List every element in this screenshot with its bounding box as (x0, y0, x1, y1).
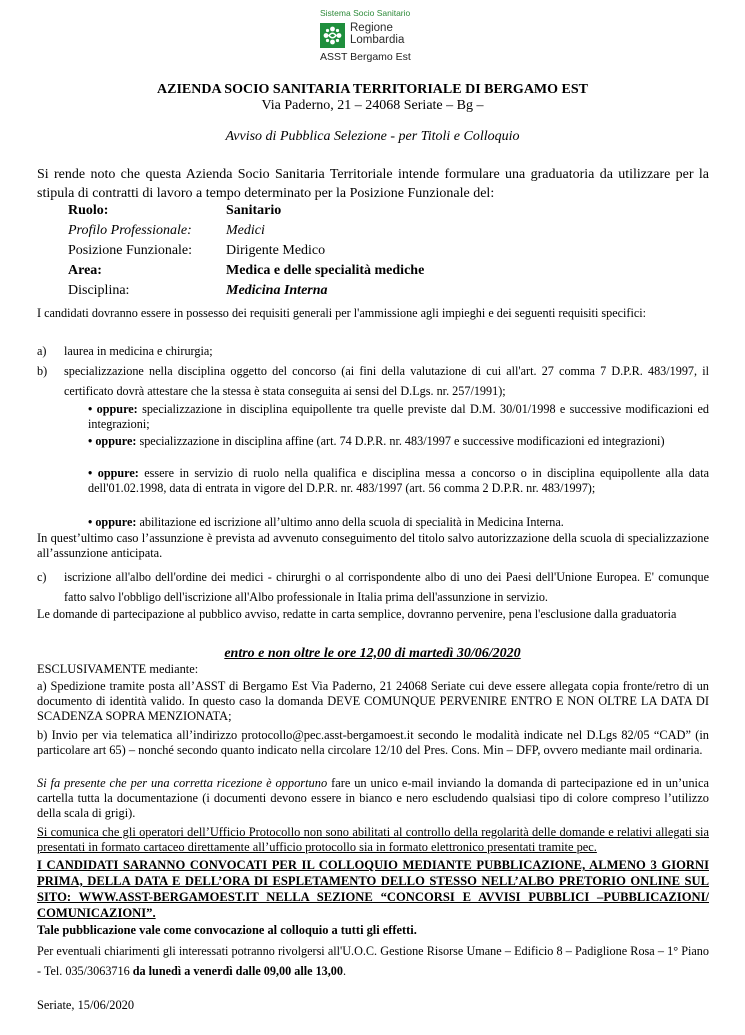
method-a: a) Spedizione tramite posta all’ASST di Bergamo Est Via Paderno, 21 24068 Seriate cui deve essere allegata copia fronte/retro di un documento di identità valido. In questo caso la domanda DEVE COMUNQUE PERVENIRE ENTRO E NON OLTRE LA DATA DI SCADENZA SOPRA MENZIONATA; (37, 679, 709, 723)
last-case-paragraph: In quest’ultimo caso l’assunzione è prevista ad avvenuto conseguimento del titolo salvo autorizzazione della scuola di specializzazione all’assunzione anticipata. (37, 531, 709, 560)
bullet-text: essere in servizio di ruolo nella qualifica e disciplina messa a concorso o in disciplina equipollente alla data dell'01.02.1998, data di entrata in vigore del D.P.R. nr. 483/1997 (art. 56 comma 2 D.P.R. nr. 483/1997); (88, 466, 710, 495)
bullet-lead: oppure: (96, 402, 138, 416)
posizione-value: Dirigente Medico (226, 243, 326, 258)
req-b-text: specializzazione nella disciplina oggetto del concorso (ai fini della valutazione di cui all'art. 27 comma 7 D.P.R. 483/1997, il certificato dovrà attestare che la stessa è stata conseguita ai sensi del D.Lgs. nr. 257/1991); (64, 364, 709, 398)
req-b-mark: b) (37, 364, 48, 378)
bullet-lead: oppure: (97, 466, 139, 480)
signature-date: Seriate, 15/06/2020 (37, 998, 135, 1012)
requirements-intro: I candidati dovranno essere in possesso dei requisiti generali per l'ammissione agli impieghi e dei seguenti requisiti specifici: (37, 306, 647, 320)
method-b: b) Invio per via telematica all’indirizzo protocollo@pec.asst-bergamoest.it secondo le modalità indicate nel D.Lgs 82/05 “CAD” (in particolare art 65) – nonché secondo quanto indicato nella circolare 12/10 del Pres. Cons. Min – DFP, ovvero mediante mail ordinaria. (37, 728, 709, 757)
bullet-text: abilitazione ed iscrizione all’ultimo anno della scuola di specialità in Medicina Interna. (139, 515, 564, 529)
logo-org: ASST Bergamo Est (320, 51, 411, 63)
ruolo-value: Sanitario (226, 203, 282, 218)
bullet-text: specializzazione in disciplina affine (art. 74 D.P.R. nr. 483/1997 e successive modificazioni ed integrazioni) (139, 434, 665, 448)
info-text: Per eventuali chiarimenti gli interessati potranno rivolgersi all'U.O.C. Gestione Risorse Umane – Edificio 8 – Padiglione Rosa – 1° Piano - Tel. 035/3063716 (37, 944, 709, 978)
applications-paragraph: Le domande di partecipazione al pubblico avviso, redatte in carta semplice, dovranno pervenire, pena l'esclusione dalla graduatoria (37, 607, 677, 621)
deadline: entro e non oltre le ore 12,00 di martedì 30/06/2020 (224, 646, 521, 661)
notice-type: Avviso di Pubblica Selezione - per Titoli e Colloquio (225, 129, 520, 144)
intro-paragraph: Si rende noto che questa Azienda Socio Sanitaria Territoriale intende formulare una graduatoria da utilizzare per la stipula di contratti di lavoro a tempo determinato per la Posizione Funzionale del: (37, 167, 709, 201)
ruolo-label: Ruolo: (68, 203, 109, 218)
area-value: Medica e delle specialità mediche (226, 263, 425, 278)
bullet-lead: oppure: (95, 434, 137, 448)
bullet-item: • oppure: specializzazione in disciplina equipollente tra quelle previste dal D.M. 30/01/1998 e successive modificazioni ed integrazioni; (88, 402, 710, 431)
bullet-lead: oppure: (95, 515, 137, 529)
posizione-label: Posizione Funzionale: (68, 243, 193, 258)
disciplina-value: Medicina Interna (226, 283, 328, 298)
convocation-notice: I CANDIDATI SARANNO CONVOCATI PER IL COLLOQUIO MEDIANTE PUBBLICAZIONE, ALMENO 3 GIORNI PRIMA, DELLA DATA E DELL’ORA DI ESPLETAMENTO DELLO STESSO NELL’ALBO PRETORIO ONLINE SUL SITO: WWW.ASST-BERGAMOEST.IT NELLA SEZIONE “CONCORSI E AVVISI PUBBLICI –PUBBLICAZIONI/ COMUNICAZIONI”. (37, 858, 709, 920)
asst-logo (318, 8, 428, 64)
exclusively-label: ESCLUSIVAMENTE mediante: (37, 662, 199, 676)
note-rest: fare un unico e-mail inviando la domanda di partecipazione ed in un’unica cartella tutta la documentazione (i documenti devono essere in bianco e nero escludendo qualsiasi tipo di colore compreso l’utilizzo della scala di grigi). (37, 776, 709, 820)
note-paragraph (37, 776, 709, 821)
bullet-item: • oppure: specializzazione in disciplina affine (art. 74 D.P.R. nr. 483/1997 e successive modificazioni ed integrazioni) (88, 434, 665, 448)
logo-region: Regione Lombardia (350, 22, 405, 46)
info-hours: da lunedì a venerdì dalle 09,00 alle 13,00 (132, 964, 343, 978)
req-a-mark: a) (37, 344, 47, 358)
req-c-mark: c) (37, 570, 47, 584)
logo-system-text: Sistema Socio Sanitario (320, 8, 411, 18)
profilo-value: Medici (226, 223, 265, 238)
note-italic: Si fa presente che per una corretta ricezione è opportuno (37, 776, 328, 790)
area-label: Area: (68, 263, 102, 278)
doc-title: AZIENDA SOCIO SANITARIA TERRITORIALE DI BERGAMO EST (157, 82, 588, 97)
profilo-label: Profilo Professionale: (68, 223, 192, 238)
bullet-item: • oppure: essere in servizio di ruolo nella qualifica e disciplina messa a concorso o in disciplina equipollente alla data dell'01.02.1998, data di entrata in vigore del D.P.R. nr. 483/1997 (art. 56 comma 2 D.P.R. nr. 483/1997); (88, 466, 710, 495)
info-paragraph: Per eventuali chiarimenti gli interessati potranno rivolgersi all'U.O.C. Gestione Risorse Umane – Edificio 8 – Padiglione Rosa – 1° Piano - Tel. 035/3063716 da lunedì a venerdì dalle 09,00 alle 13,00. (37, 944, 709, 978)
disciplina-label: Disciplina: (68, 283, 130, 298)
bullet-text: specializzazione in disciplina equipollente tra quelle previste dal D.M. 30/01/1998 e successive modificazioni ed integrazioni; (88, 402, 710, 431)
publication-value: Tale pubblicazione vale come convocazione al colloquio a tutti gli effetti. (37, 923, 417, 937)
rosa-camuna-icon (320, 23, 345, 48)
req-c-text: iscrizione all'albo dell'ordine dei medici - chirurghi o al corrispondente albo di uno dei Paesi dell'Unione Europea. E' comunque fatto salvo l'obbligo dell'iscrizione all'Albo professionale in Italia prima dell'assunzione in servizio. (64, 570, 709, 604)
bullet-item: • oppure: abilitazione ed iscrizione all’ultimo anno della scuola di specialità in Medicina Interna. (88, 515, 564, 529)
req-a-text: laurea in medicina e chirurgia; (64, 344, 213, 358)
protocol-notice: Si comunica che gli operatori dell’Ufficio Protocollo non sono abilitati al controllo della regolarità delle domande e relativi allegati sia presentati in formato cartaceo direttamente all’ufficio protocollo sia in formato elettronico presentati tramite pec. (37, 825, 709, 854)
doc-address: Via Paderno, 21 – 24068 Seriate – Bg – (261, 98, 484, 113)
